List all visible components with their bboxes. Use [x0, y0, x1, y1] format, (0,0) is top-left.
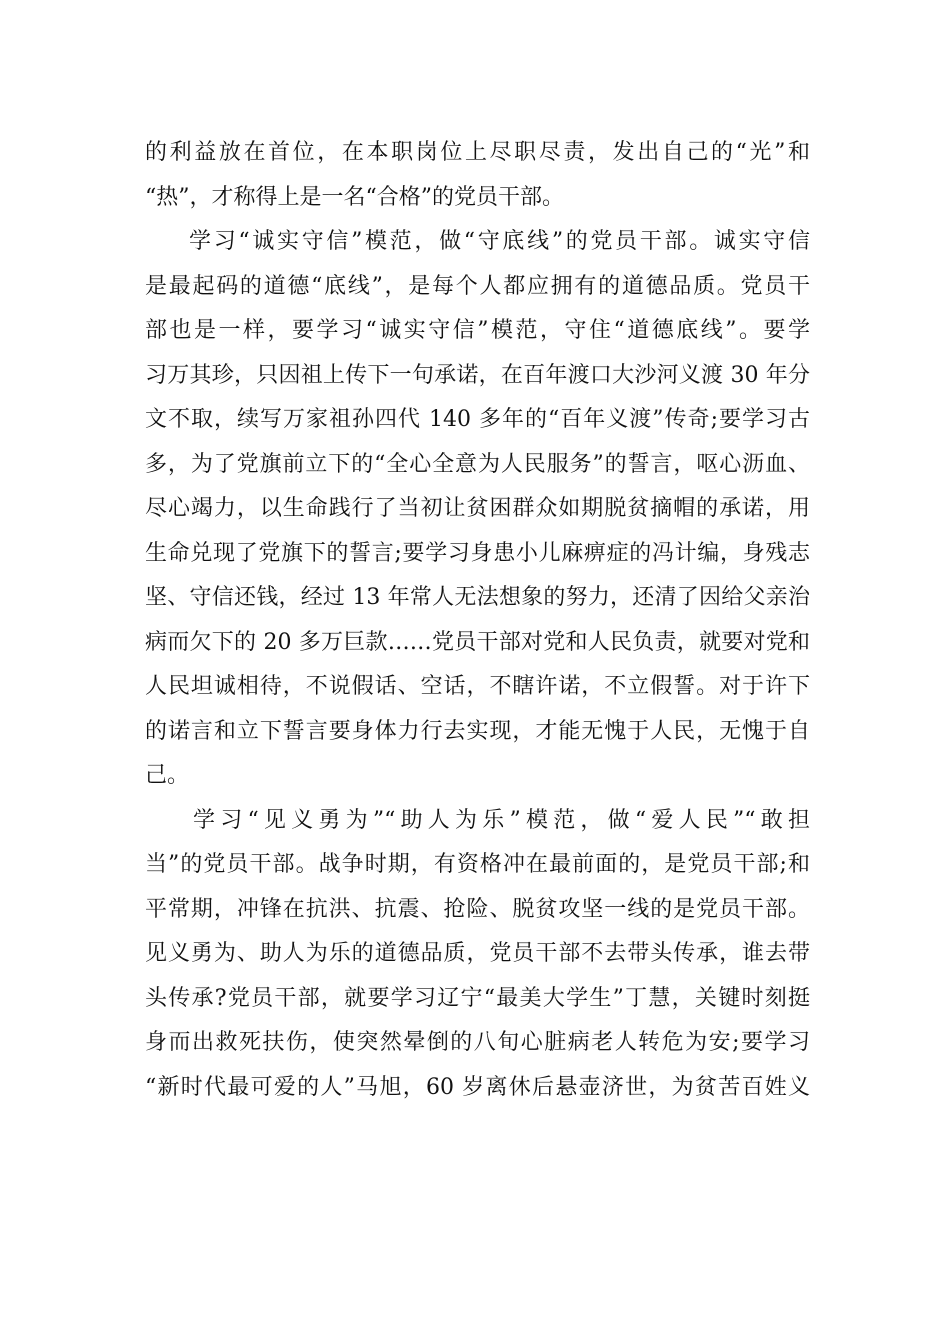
paragraph-2: [145, 220, 810, 799]
text-line: 是最起码的道德“底线”，是每个人都应拥有的道德品质。党员干: [145, 273, 810, 299]
text-line: 头传承?党员干部，就要学习辽宁“最美大学生”丁慧，关键时刻挺: [145, 985, 810, 1011]
text-line: 的利益放在首位，在本职岗位上尽职尽责，发出自己的“光”和: [145, 140, 810, 165]
text-line: 己。: [145, 763, 190, 788]
text-line: 多，为了党旗前立下的“全心全意为人民服务”的誓言，呕心沥血、: [145, 451, 810, 477]
text-line: 当”的党员干部。战争时期，有资格冲在最前面的，是党员干部;和: [145, 852, 810, 877]
paragraph-1: [145, 131, 810, 220]
text-line: 的诺言和立下誓言要身体力行去实现，才能无愧于人民，无愧于自: [145, 718, 810, 744]
text-line: “新时代最可爱的人”马旭，60 岁离休后悬壶济世，为贫苦百姓义: [145, 1074, 810, 1100]
text-line: 尽心竭力，以生命践行了当初让贫困群众如期脱贫摘帽的承诺，用: [145, 496, 810, 521]
text-line: 文不取，续写万家祖孙四代 140 多年的“百年义渡”传奇;要学习古: [145, 407, 810, 432]
text-line: 人民坦诚相待，不说假话、空话，不瞎许诺，不立假誓。对于许下: [145, 674, 810, 699]
text-line: 坚、守信还钱，经过 13 年常人无法想象的努力，还清了因给父亲治: [145, 585, 810, 610]
paragraph-3: [145, 799, 810, 1111]
text-line: 学习“诚实守信”模范，做“守底线”的党员干部。诚实守信: [189, 229, 810, 254]
text-line: 病而欠下的 20 多万巨款……党员干部对党和人民负责，就要对党和: [145, 629, 810, 655]
text-line: 身而出救死扶伤，使突然晕倒的八旬心脏病老人转危为安;要学习: [145, 1030, 810, 1055]
text-line: “热”，才称得上是一名“合格”的党员干部。: [145, 184, 564, 210]
text-line: 平常期，冲锋在抗洪、抗震、抢险、脱贫攻坚一线的是党员干部。: [145, 896, 810, 922]
text-line: 部也是一样，要学习“诚实守信”模范，守住“道德底线”。要学: [145, 318, 810, 343]
text-line: 习万其珍，只因祖上传下一句承诺，在百年渡口大沙河义渡 30 年分: [145, 362, 810, 388]
text-line: 生命兑现了党旗下的誓言;要学习身患小儿麻痹症的冯计编，身残志: [145, 540, 810, 566]
text-line: 学习“见义勇为”“助人为乐”模范，做“爱人民”“敢担: [193, 807, 810, 833]
document-body: [145, 131, 810, 1110]
text-line: 见义勇为、助人为乐的道德品质，党员干部不去带头传承，谁去带: [145, 941, 810, 966]
